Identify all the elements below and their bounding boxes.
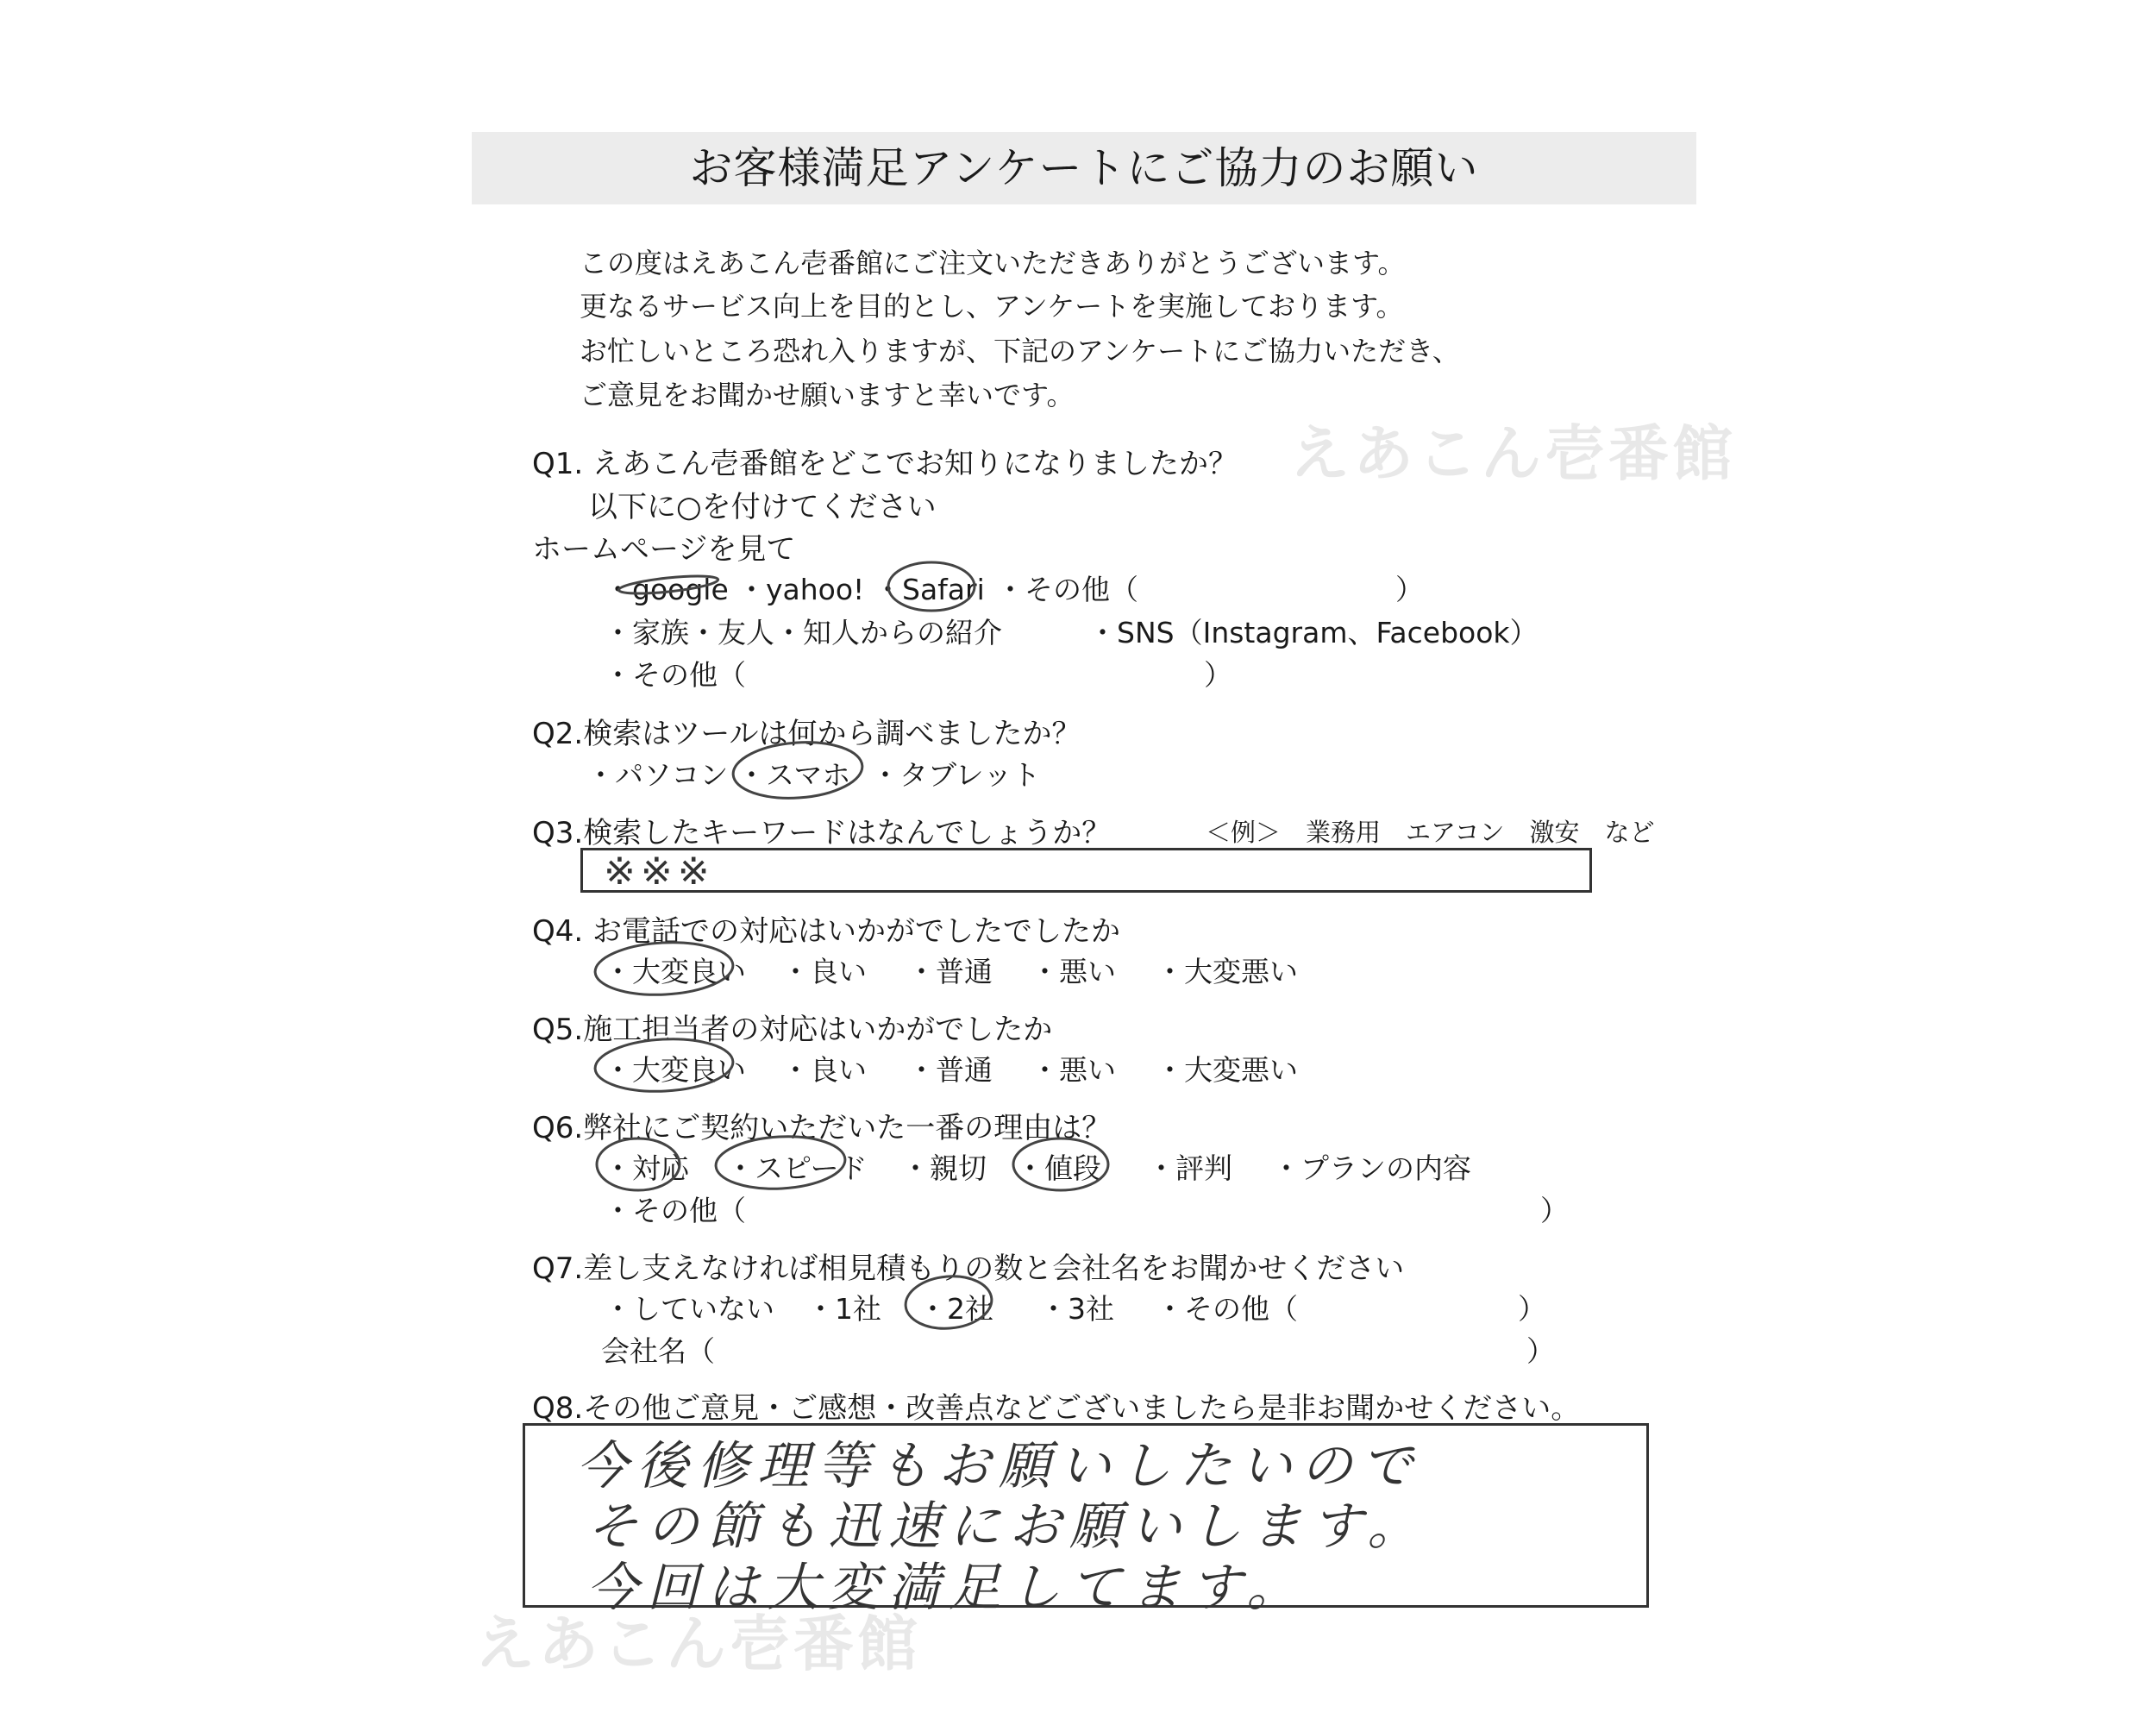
q3-answer: ※※※	[604, 850, 715, 894]
intro-line-4: ご意見をお聞かせ願いますと幸いです。	[580, 379, 1075, 411]
q5-option-normal[interactable]: ・普通	[907, 1053, 993, 1087]
q6-option-reputation[interactable]: ・評判	[1147, 1151, 1232, 1185]
q3-answer-box[interactable]	[580, 848, 1592, 893]
page-title: お客様満足アンケートにご協力のお願い	[689, 143, 1479, 193]
q7-company-close: ）	[1526, 1334, 1555, 1368]
q8-answer-line-1: 今後修理等もお願いしたいので	[576, 1436, 1421, 1496]
q3-question: Q3.検索したキーワードはなんでしょうか？	[532, 816, 1112, 850]
q7-option-other[interactable]: ・その他（	[1156, 1292, 1298, 1326]
q5-option-very-bad[interactable]: ・大変悪い	[1156, 1053, 1298, 1087]
q4-option-very-good[interactable]: ・大変良い	[604, 955, 746, 988]
q6-option-price[interactable]: ・値段	[1016, 1151, 1101, 1185]
q1-option-family[interactable]: ・家族・友人・知人からの紹介	[604, 616, 1002, 649]
q4-option-normal[interactable]: ・普通	[907, 955, 993, 988]
q1-other[interactable]: ・その他（	[604, 658, 746, 692]
q6-option-response[interactable]: ・対応	[604, 1151, 689, 1185]
q1-option-other[interactable]: ・その他（	[996, 573, 1138, 606]
intro-line-2: 更なるサービス向上を目的とし、アンケートを実施しております。	[580, 290, 1404, 323]
q5-option-very-good[interactable]: ・大変良い	[604, 1053, 746, 1087]
q4-question: Q4. お電話での対応はいかがでしたでしたか	[532, 914, 1121, 949]
q1-option-safari[interactable]: ・Safari	[874, 573, 985, 606]
q7-option-other-close: ）	[1518, 1292, 1546, 1326]
q1-question: Q1. えあこん壱番館をどこでお知りになりましたか？	[532, 447, 1238, 481]
q6-other[interactable]: ・その他（	[604, 1194, 746, 1227]
q5-question: Q5.施工担当者の対応はいかがでしたか	[532, 1013, 1053, 1047]
watermark-bottom: えあこん壱番館	[474, 1609, 921, 1679]
q1-homepage-label: ホームページを見て	[532, 532, 796, 567]
watermark-top: えあこん壱番館	[1289, 418, 1736, 489]
q1-option-google[interactable]: ・google	[604, 573, 729, 606]
q6-other-close: ）	[1540, 1194, 1569, 1227]
intro-line-3: お忙しいところ恐れ入りますが、下記のアンケートにご協力いただき、	[580, 335, 1460, 367]
q6-option-speed[interactable]: ・スピード	[726, 1151, 868, 1185]
q1-option-sns[interactable]: ・SNS（Instagram、Facebook）	[1088, 616, 1539, 649]
q4-option-good[interactable]: ・良い	[781, 955, 867, 988]
q7-option-1[interactable]: ・1社	[806, 1292, 881, 1326]
q2-option-pc[interactable]: ・パソコン	[586, 758, 729, 792]
q7-option-3[interactable]: ・3社	[1039, 1292, 1114, 1326]
q1-option-yahoo[interactable]: ・yahoo!	[737, 573, 865, 606]
q3-example: ＜例＞ 業務用 エアコン 激安 など	[1206, 818, 1655, 847]
q8-question: Q8.その他ご意見・ご感想・改善点などございましたら是非お聞かせください。	[532, 1391, 1581, 1426]
q8-answer-line-3: 今回は大変満足してます。	[586, 1558, 1307, 1618]
q5-option-good[interactable]: ・良い	[781, 1053, 867, 1087]
q7-question: Q7.差し支えなければ相見積もりの数と会社名をお聞かせください	[532, 1251, 1405, 1286]
q8-answer-line-2: その節も迅速にお願いします。	[586, 1496, 1428, 1557]
q7-option-2[interactable]: ・2社	[918, 1292, 993, 1326]
q6-question: Q6.弊社にご契約いただいた一番の理由は？	[532, 1111, 1112, 1145]
q4-option-very-bad[interactable]: ・大変悪い	[1156, 955, 1298, 988]
q6-option-plan[interactable]: ・プランの内容	[1272, 1151, 1471, 1185]
q6-option-kindness[interactable]: ・親切	[901, 1151, 987, 1185]
intro-line-1: この度はえあこん壱番館にご注文いただきありがとうございます。	[580, 247, 1406, 279]
q2-option-tablet[interactable]: ・タブレット	[871, 758, 1041, 792]
q7-option-none[interactable]: ・していない	[604, 1292, 774, 1326]
q1-other-close: ）	[1204, 658, 1232, 692]
q5-option-bad[interactable]: ・悪い	[1031, 1053, 1116, 1087]
q7-company-label[interactable]: 会社名（	[601, 1334, 715, 1368]
q1-option-other-close: ）	[1395, 573, 1424, 606]
q2-question: Q2.検索はツールは何から調べましたか？	[532, 717, 1081, 751]
q1-instruction: 以下に○を付けてください	[588, 490, 937, 524]
q2-option-smartphone[interactable]: ・スマホ	[737, 758, 851, 792]
q4-option-bad[interactable]: ・悪い	[1031, 955, 1116, 988]
